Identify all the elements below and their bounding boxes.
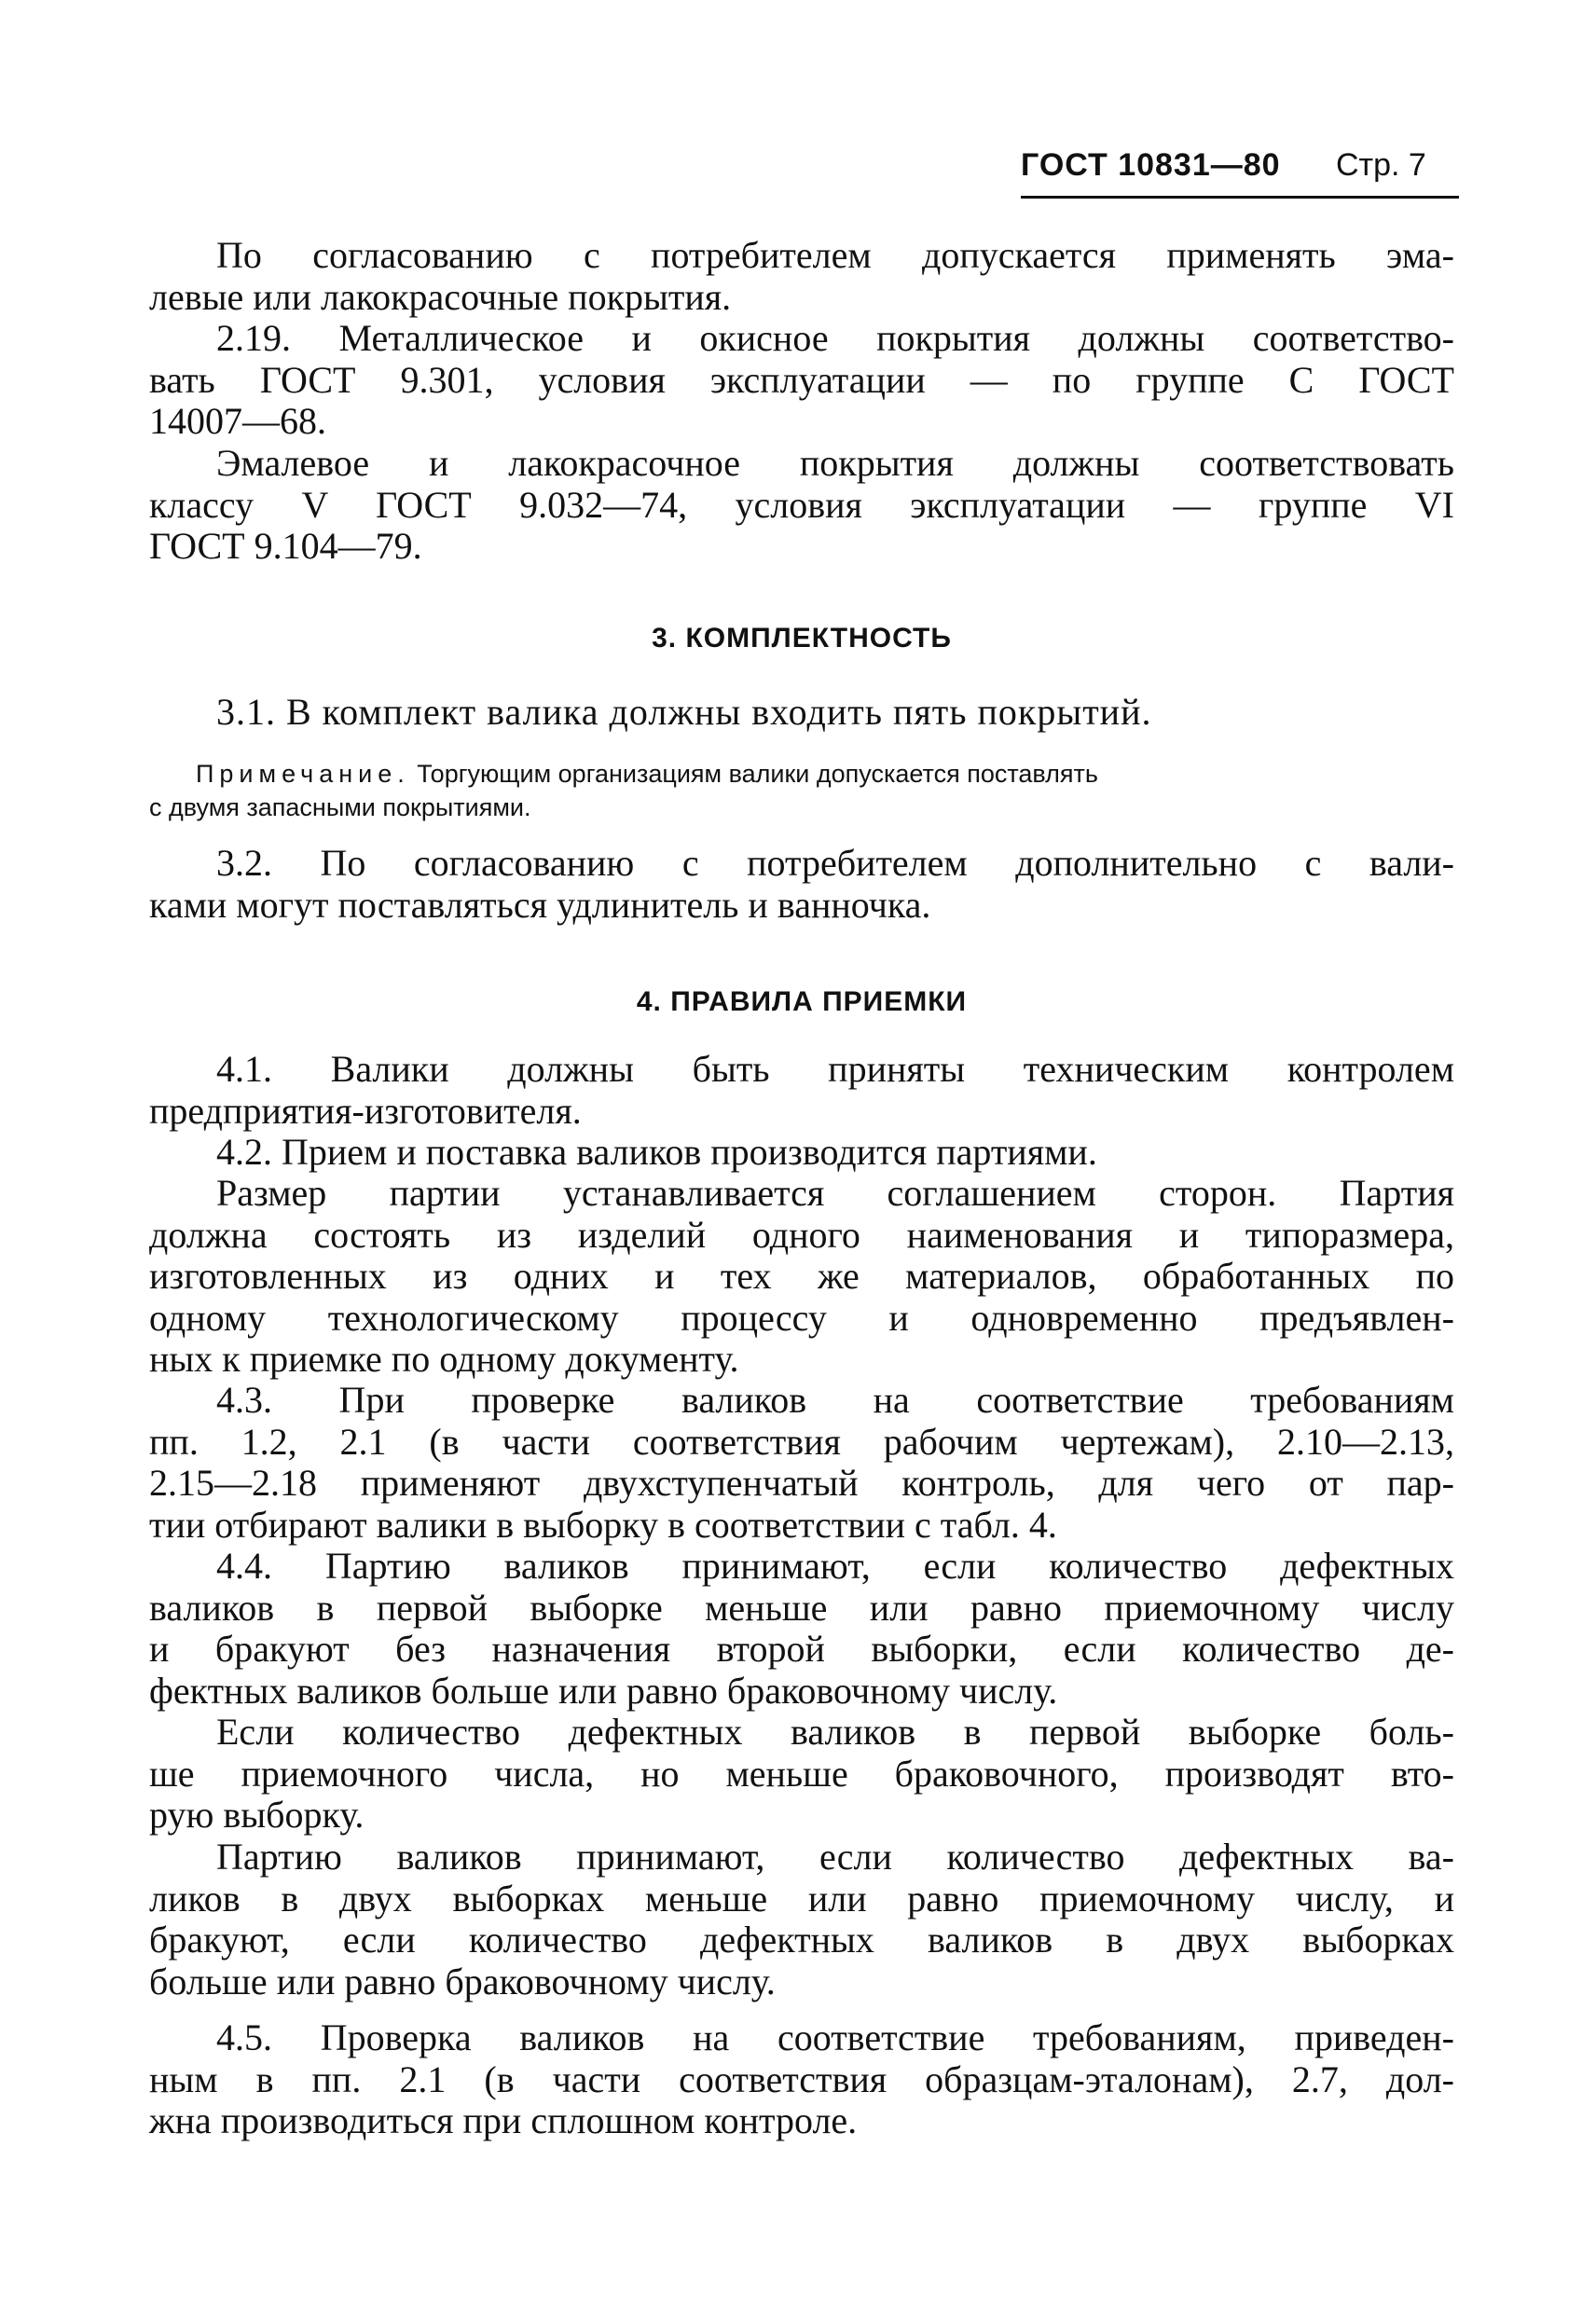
- text-line: левые или лакокрасочные покрытия.: [149, 275, 732, 318]
- text-line: 3.1. В комплект валика должны входить пять покрытий.: [216, 691, 1152, 733]
- text-line: пп. 1.2, 2.1 (в части соответствия рабочим чертежам), 2.10—2.13,: [149, 1420, 1454, 1463]
- text-line: одному технологическому процессу и одновременно предъявлен-: [149, 1296, 1454, 1339]
- text-line: Партию валиков принимают, если количество дефектных ва-: [216, 1836, 1454, 1878]
- text-line: ным в пп. 2.1 (в части соответствия образцам-эталонам), 2.7, дол-: [149, 2057, 1454, 2100]
- note-line: [196, 757, 1454, 791]
- paragraph-3-1: [149, 692, 1454, 734]
- text-line: 2.19. Металлическое и окисное покрытия должны соответство-: [216, 317, 1454, 359]
- paragraph-3-2: [149, 843, 1454, 926]
- text-line: ше приемочного числа, но меньше браковочного, производят вто-: [149, 1752, 1454, 1795]
- paragraph-4-4: [149, 1546, 1454, 1712]
- text-line: ных к приемке по одному документу.: [149, 1338, 739, 1380]
- text-line: 4.1. Валики должны быть приняты техническим контролем: [216, 1048, 1454, 1090]
- text-line: бракуют, если количество дефектных валиков в двух выборках: [149, 1919, 1454, 1961]
- text-line: и бракуют без назначения второй выборки, если количество де-: [149, 1628, 1454, 1670]
- text-line: предприятия-изготовителя.: [149, 1089, 582, 1132]
- paragraph-4-2: [149, 1132, 1454, 1174]
- text-line: 4.2. Прием и поставка валиков производится партиями.: [216, 1131, 1097, 1173]
- text-line: вать ГОСТ 9.301, условия эксплуатации — по группе С ГОСТ: [149, 358, 1454, 401]
- text-line: ками могут поставляться удлинитель и ванночка.: [149, 883, 931, 926]
- paragraph-enamel-allowed: [149, 235, 1454, 318]
- paragraph-2-19: [149, 318, 1454, 443]
- section-3-heading: 3. КОМПЛЕКТНОСТЬ: [652, 623, 952, 654]
- text-line: должна состоять из изделий одного наименования и типоразмера,: [149, 1213, 1454, 1256]
- text-line: тии отбирают валики в выборку в соответствии с табл. 4.: [149, 1503, 1057, 1546]
- text-line: 4.5. Проверка валиков на соответствие требованиям, приведен-: [216, 2016, 1454, 2058]
- paragraph-4-5: [149, 2017, 1454, 2142]
- text-line: 14007—68.: [149, 400, 326, 442]
- text-line: больше или равно браковочному числу.: [149, 1960, 776, 2002]
- text-line: ликов в двух выборках меньше или равно приемочному числу, и: [149, 1877, 1454, 1920]
- text-line: рую выборку.: [149, 1794, 365, 1836]
- paragraph-4-3: [149, 1380, 1454, 1546]
- text-line: классу V ГОСТ 9.032—74, условия эксплуатации — группе VI: [149, 483, 1454, 526]
- text-line: 3.2. По согласованию с потребителем дополнительно с вали-: [216, 842, 1454, 884]
- paragraph-two-samples: [149, 1837, 1454, 2002]
- page-number: Стр. 7: [1336, 147, 1426, 183]
- note-label: Примечание.: [196, 760, 410, 788]
- paragraph-4-1: [149, 1049, 1454, 1132]
- text-line: Эмалевое и лакокрасочное покрытия должны соответствовать: [216, 442, 1454, 484]
- page-header: [1021, 140, 1459, 199]
- text-line: 4.3. При проверке валиков на соответствие требованиям: [216, 1379, 1454, 1421]
- paragraph-batch: [149, 1173, 1454, 1381]
- note-text: Торгующим организациям валики допускается поставлять: [417, 760, 1098, 788]
- paragraph-enamel-class: [149, 443, 1454, 568]
- section-4-heading: 4. ПРАВИЛА ПРИЕМКИ: [636, 986, 968, 1017]
- text-line: валиков в первой выборке меньше или равно приемочному числу: [149, 1586, 1454, 1629]
- text-line: Размер партии устанавливается соглашением сторон. Партия: [216, 1172, 1454, 1214]
- standard-code: ГОСТ 10831—80: [1021, 147, 1281, 183]
- text-line: Если количество дефектных валиков в первой выборке боль-: [216, 1711, 1454, 1753]
- paragraph-second-sample: [149, 1712, 1454, 1837]
- text-line: жна производиться при сплошном контроле.: [149, 2099, 858, 2141]
- text-line: ГОСТ 9.104—79.: [149, 525, 422, 567]
- text-line: 2.15—2.18 применяют двухступенчатый контроль, для чего от пар-: [149, 1462, 1454, 1504]
- note: [149, 757, 1454, 824]
- text-line: фектных валиков больше или равно браковочному числу.: [149, 1669, 1058, 1712]
- text-line: По согласованию с потребителем допускается применять эма-: [216, 234, 1454, 276]
- text-line: 4.4. Партию валиков принимают, если количество дефектных: [216, 1545, 1454, 1587]
- text-line: изготовленных из одних и тех же материалов, обработанных по: [149, 1255, 1454, 1297]
- note-line: с двумя запасными покрытиями.: [149, 793, 531, 821]
